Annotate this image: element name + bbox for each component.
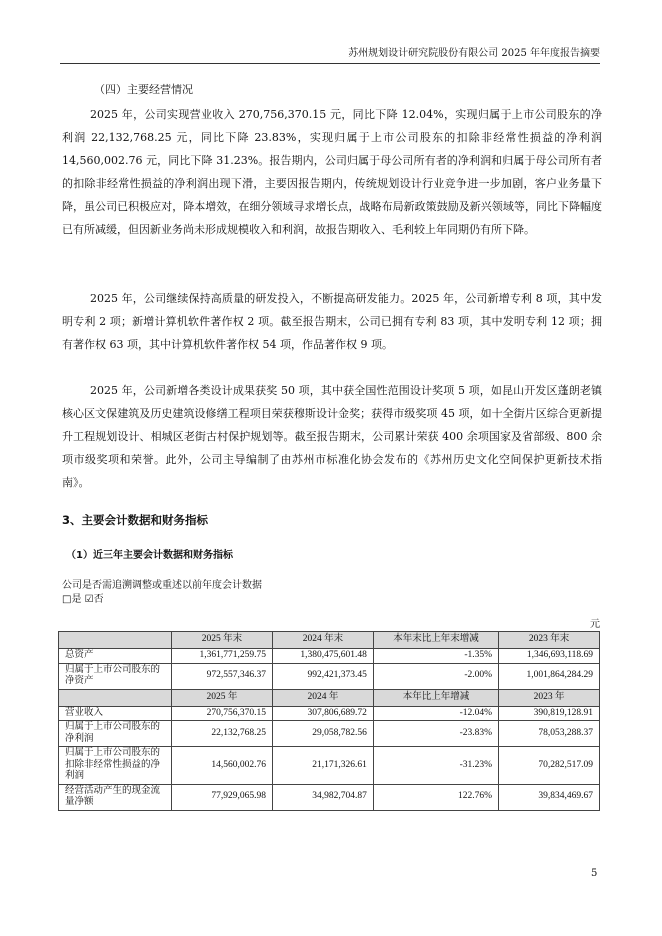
table-row [59, 663, 600, 689]
table-row [59, 784, 600, 810]
table-cell: 270,756,370.15 [172, 706, 273, 721]
table-cell: 29,058,782.56 [272, 721, 373, 747]
table-header-cell: 2023 年 [499, 689, 600, 706]
table-cell: 307,806,689.72 [272, 706, 373, 721]
subsection-title-three-year: （1）近三年主要会计数据和财务指标 [66, 550, 233, 561]
table-cell: 21,171,326.61 [272, 747, 373, 785]
financial-table [58, 631, 600, 811]
row-label: 归属于上市公司股东的净利润 [59, 721, 172, 747]
table-cell: 22,132,768.25 [172, 721, 273, 747]
table-header-row [59, 689, 600, 706]
row-label: 经营活动产生的现金流量净额 [59, 784, 172, 810]
table-cell: 34,982,704.87 [272, 784, 373, 810]
table-cell: 14,560,002.76 [172, 747, 273, 785]
row-label: 总资产 [59, 649, 172, 664]
currency-unit: 元 [590, 619, 600, 630]
table-cell: -1.35% [373, 649, 498, 664]
table-row [59, 649, 600, 664]
table-cell: -2.00% [373, 663, 498, 689]
table-cell: 122.76% [373, 784, 498, 810]
paragraph-awards: 2025 年，公司新增各类设计成果获奖 50 项，其中获全国性范围设计奖项 5 项，如昆山开发区蓬朗老镇核心区文保建筑及历史建筑设修缮工程项目荣获穆斯设计金奖；获得市级奖项 45 项，如十全街片区综合更新提升工程规划设计、相城区老街古村保护规划等。截至报告期末，公司累计荣获 400 余项国家及省部级、800 余项市级奖项和荣誉。此外，公司主导编制了由苏州市标准化协会发布的《苏州历史文化空间保护更新技术指南》。 [62, 384, 602, 489]
restatement-choice: □是 ☑否 [62, 594, 104, 605]
table-header-cell: 2024 年末 [272, 632, 373, 649]
table-cell: 972,557,346.37 [172, 663, 273, 689]
table-header-cell [59, 632, 172, 649]
table-cell: 77,929,065.98 [172, 784, 273, 810]
table-header-cell: 2024 年 [272, 689, 373, 706]
table-cell: 1,380,475,601.48 [272, 649, 373, 664]
paragraph-rd-investment: 2025 年，公司继续保持高质量的研发投入，不断提高研发能力。2025 年，公司新增专利 8 项，其中发明专利 2 项；新增计算机软件著作权 2 项。截至报告期末，公司已拥有专利 83 项，其中发明专利 12 项；拥有著作权 63 项，其中计算机软件著作权 54 项，作品著作权 9 项。 [62, 292, 602, 351]
table-cell: 992,421,373.45 [272, 663, 373, 689]
restatement-question: 公司是否需追溯调整或重述以前年度会计数据 [62, 580, 262, 591]
table-cell: -31.23% [373, 747, 498, 785]
table-cell: 78,053,288.37 [499, 721, 600, 747]
table-header-cell: 2025 年末 [172, 632, 273, 649]
header-divider [60, 63, 600, 64]
table-cell: 390,819,128.91 [499, 706, 600, 721]
table-row [59, 706, 600, 721]
table-header-row [59, 632, 600, 649]
section-title-financial: 3、主要会计数据和财务指标 [62, 513, 209, 527]
table-header-cell [59, 689, 172, 706]
table-cell: 39,834,469.67 [499, 784, 600, 810]
table-row [59, 747, 600, 785]
table-row [59, 721, 600, 747]
paragraph-operations-summary: 2025 年，公司实现营业收入 270,756,370.15 元，同比下降 12.04%，实现归属于上市公司股东的净利润 22,132,768.25 元，同比下降 23.83%，实现归属于上市公司股东的扣除非经常性损益的净利润 14,560,002.76 元，同比下降 31.23%。报告期内，公司归属于母公司所有者的净利润和归属于母公司所有者的扣除非经常性损益的净利润出现下滑，主要因报告期内，传统规划设计行业竞争进一步加剧，客户业务量下降，虽公司已积极应对，降本增效，在细分领域寻求增长点，战略布局新政策鼓励及新兴领域等，同比下降幅度已有所减缓，但因新业务尚未形成规模收入和利润，故报告期收入、毛利较上年同期仍有所下降。 [62, 108, 602, 236]
row-label: 归属于上市公司股东的净资产 [59, 663, 172, 689]
page-number: 5 [591, 868, 598, 879]
table-header-cell: 本年末比上年末增减 [373, 632, 498, 649]
table-header-cell: 2023 年末 [499, 632, 600, 649]
report-header: 苏州规划设计研究院股份有限公司 2025 年年度报告摘要 [348, 48, 600, 59]
table-header-cell: 2025 年 [172, 689, 273, 706]
section-heading-operations: （四）主要经营情况 [94, 83, 193, 96]
table-header-cell: 本年比上年增减 [373, 689, 498, 706]
table-cell: 1,001,864,284.29 [499, 663, 600, 689]
table-cell: -23.83% [373, 721, 498, 747]
table-cell: 70,282,517.09 [499, 747, 600, 785]
row-label: 营业收入 [59, 706, 172, 721]
row-label: 归属于上市公司股东的扣除非经常性损益的净利润 [59, 747, 172, 785]
table-cell: -12.04% [373, 706, 498, 721]
table-cell: 1,346,693,118.69 [499, 649, 600, 664]
table-cell: 1,361,771,259.75 [172, 649, 273, 664]
